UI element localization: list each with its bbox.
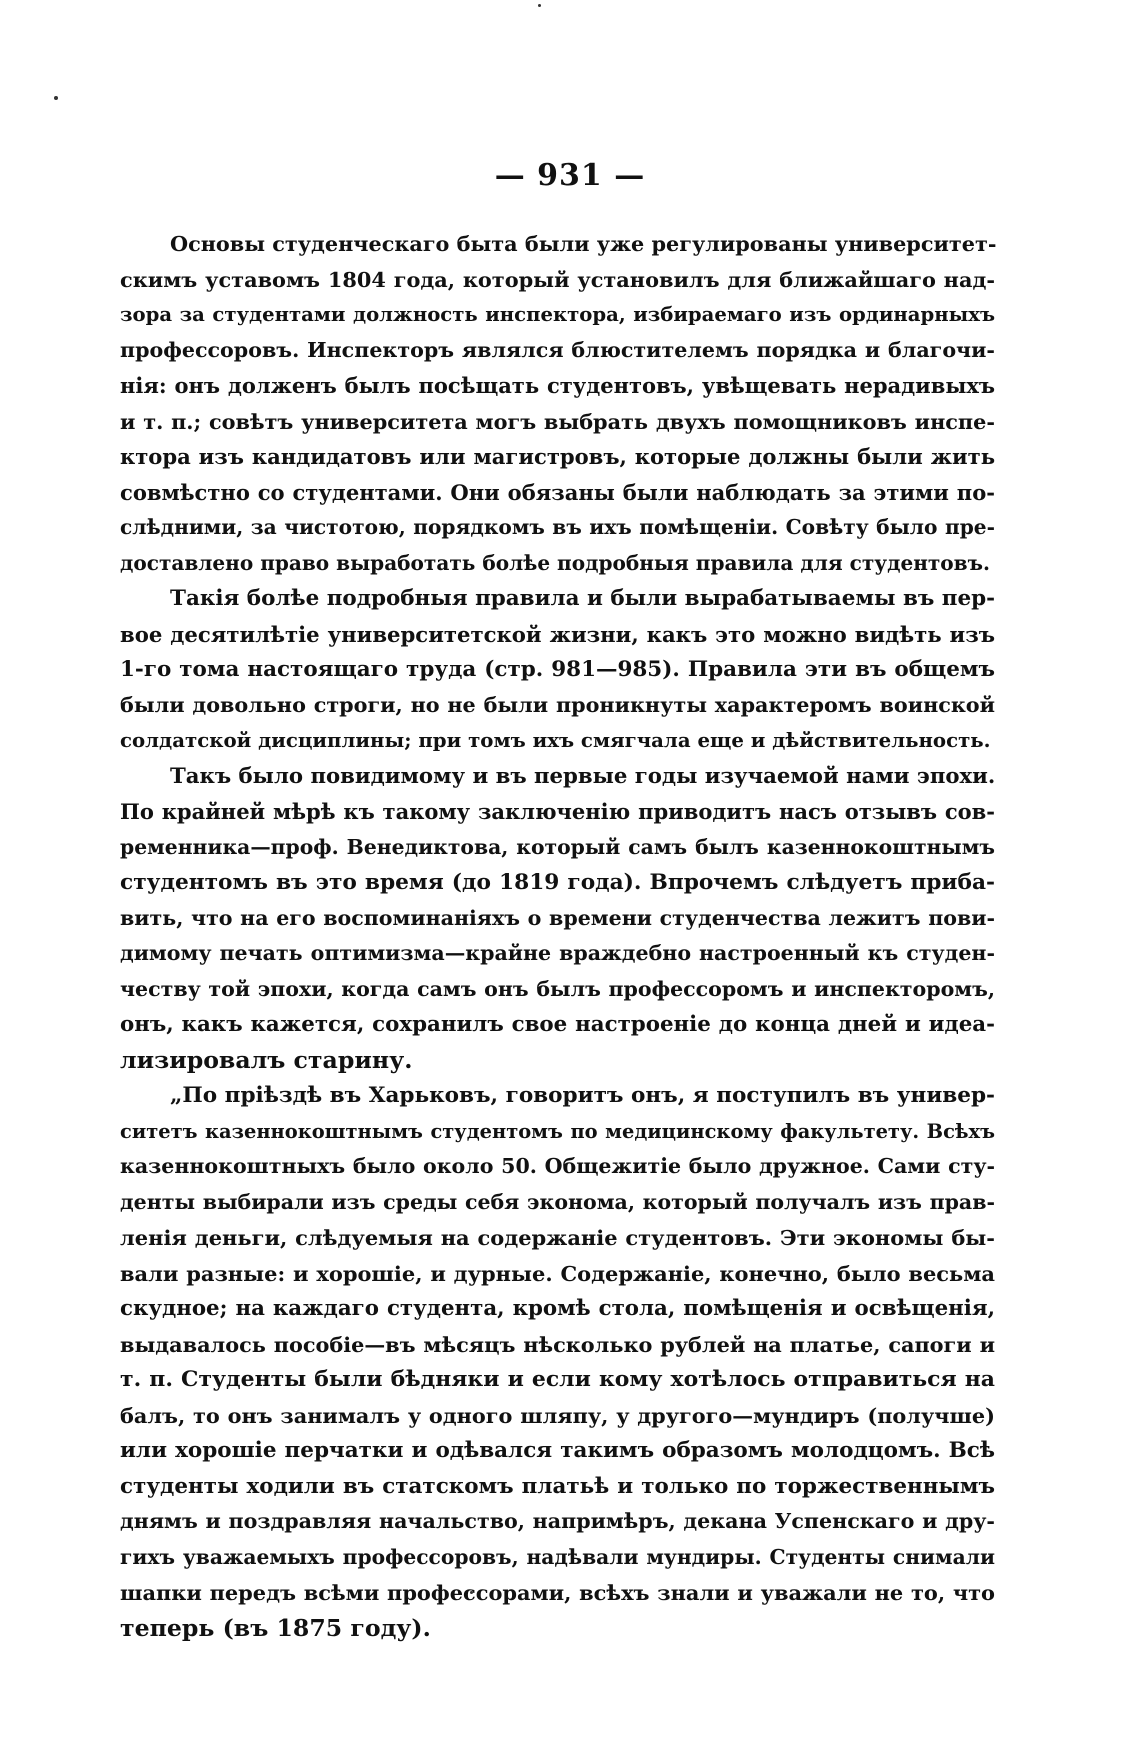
text-line: выдавалось пособіе—въ мѣсяцъ нѣсколько рублей на платье, сапоги и xyxy=(120,1331,995,1357)
text-line: Такъ было повидимому и въ первые годы изучаемой нами эпохи. xyxy=(170,763,996,789)
text-line: гихъ уважаемыхъ профессоровъ, надѣвали мундиры. Студенты снимали xyxy=(120,1544,995,1569)
text-line: нія: онъ долженъ былъ посѣщать студентовъ, увѣщевать нерадивыхъ xyxy=(120,373,995,398)
text-line: профессоровъ. Инспекторъ являлся блюстителемъ порядка и благочи- xyxy=(120,337,995,362)
scan-speck-left xyxy=(54,96,58,100)
text-line: или хорошіе перчатки и одѣвался такимъ образомъ молодцомъ. Всѣ xyxy=(120,1438,995,1463)
text-line: доставлено право выработать болѣе подробныя правила для студентовъ. xyxy=(120,550,990,575)
text-line: солдатской дисциплины; при томъ ихъ смягчала еще и дѣйствительность. xyxy=(120,728,991,752)
text-line: студенты ходили въ статскомъ платьѣ и только по торжественнымъ xyxy=(120,1473,995,1499)
text-line: 1-го тома настоящаго труда (стр. 981—985). Правила эти въ общемъ xyxy=(120,657,995,682)
paragraph xyxy=(120,581,995,759)
scan-speck-top xyxy=(538,4,541,7)
text-line: казеннокоштныхъ было около 50. Общежитіе было дружное. Сами сту- xyxy=(120,1154,995,1178)
text-line: т. п. Студенты были бѣдняки и если кому хотѣлось отправиться на xyxy=(120,1366,995,1392)
text-line: балъ, то онъ занималъ у одного шляпу, у другого—мундиръ (получше) xyxy=(120,1402,995,1428)
paragraph xyxy=(120,1078,995,1646)
text-line: вали разные: и хорошіе, и дурные. Содержаніе, конечно, было весьма xyxy=(120,1260,995,1286)
text-line: были довольно строги, но не были проникнуты характеромъ воинской xyxy=(120,692,995,717)
text-line: „По пріѣздѣ въ Харьковъ, говоритъ онъ, я поступилъ въ универ- xyxy=(170,1083,995,1108)
text-line: димому печать оптимизма—крайне враждебно настроенный къ студен- xyxy=(120,941,995,965)
text-line: ситетъ казеннокоштнымъ студентомъ по медицинскому факультету. Всѣхъ xyxy=(120,1119,995,1143)
paragraph xyxy=(120,759,995,1079)
text-line: честву той эпохи, когда самъ онъ былъ профессоромъ и инспекторомъ, xyxy=(120,976,995,1001)
text-line: слѣдними, за чистотою, порядкомъ въ ихъ помѣщеніи. Совѣту было пре- xyxy=(120,515,995,539)
body-text xyxy=(120,226,995,1646)
text-line: студентомъ въ это время (до 1819 года). Впрочемъ слѣдуетъ приба- xyxy=(120,870,995,895)
text-line: онъ, какъ кажется, сохранилъ свое настроеніе до конца дней и идеа- xyxy=(120,1012,995,1037)
text-line: днямъ и поздравляя начальство, напримѣръ, декана Успенскаго и дру- xyxy=(120,1509,995,1533)
text-line: денты выбирали изъ среды себя эконома, который получалъ изъ прав- xyxy=(120,1189,995,1214)
text-line: ктора изъ кандидатовъ или магистровъ, которые должны были жить xyxy=(120,444,995,469)
text-line: Основы студенческаго быта были уже регулированы университет- xyxy=(170,231,997,256)
text-line: По крайней мѣрѣ къ такому заключенію приводитъ насъ отзывъ сов- xyxy=(120,799,995,824)
text-line: Такія болѣе подробныя правила и были вырабатываемы въ пер- xyxy=(170,586,995,611)
text-line: лизировалъ старину. xyxy=(120,1045,413,1074)
text-line: вить, что на его воспоминаніяхъ о времени студенчества лежитъ пови- xyxy=(120,905,995,930)
text-line: ременника—проф. Венедиктова, который самъ былъ казеннокоштнымъ xyxy=(120,834,995,859)
text-line: вое десятилѣтіе университетской жизни, какъ это можно видѣть изъ xyxy=(120,621,995,647)
text-line: шапки передъ всѣми профессорами, всѣхъ знали и уважали не то, что xyxy=(120,1580,995,1605)
text-line: скудное; на каждаго студента, кромѣ стола, помѣщенія и освѣщенія, xyxy=(120,1296,995,1321)
paragraph xyxy=(120,226,995,581)
text-line: совмѣстно со студентами. Они обязаны были наблюдать за этими по- xyxy=(120,479,995,505)
text-line: и т. п.; совѣтъ университета могъ выбрать двухъ помощниковъ инспе- xyxy=(120,408,995,434)
text-line: скимъ уставомъ 1804 года, который установилъ для ближайшаго над- xyxy=(120,266,995,292)
text-line: теперь (въ 1875 году). xyxy=(120,1613,431,1642)
page-number: — 931 — xyxy=(494,158,646,193)
text-line: зора за студентами должность инспектора, избираемаго изъ ординарныхъ xyxy=(120,303,995,326)
text-line: ленія деньги, слѣдуемыя на содержаніе студентовъ. Эти экономы бы- xyxy=(120,1225,995,1250)
